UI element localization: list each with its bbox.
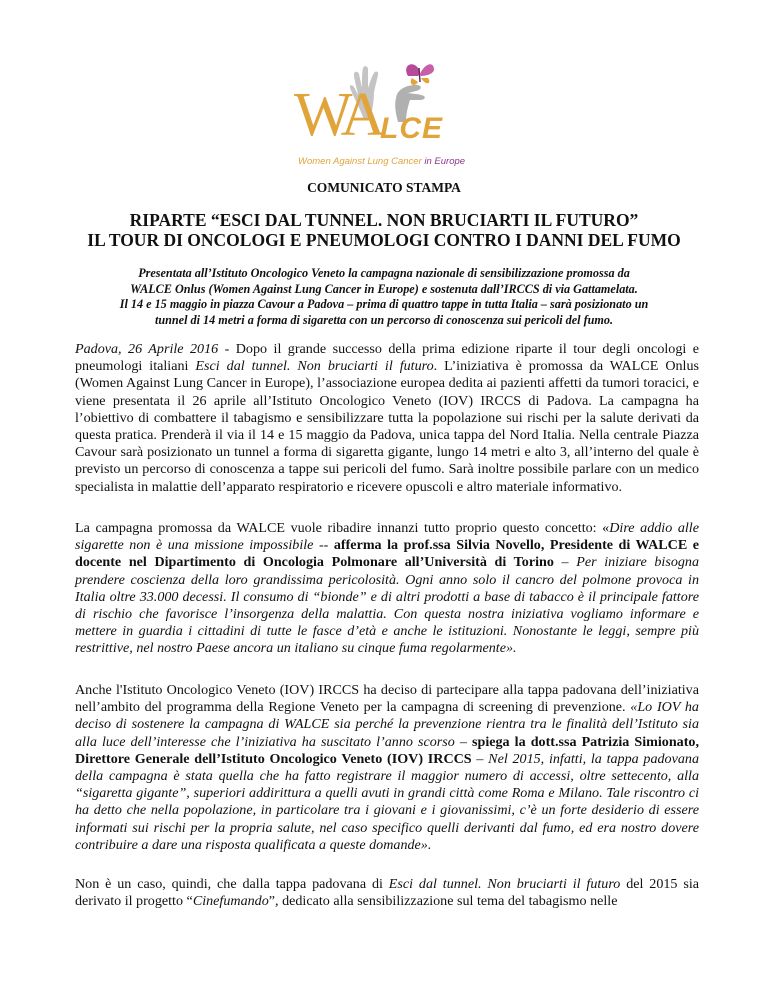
logo-lce: LCE <box>380 112 443 145</box>
press-release-label: COMUNICATO STAMPA <box>307 180 461 195</box>
logo-wa: WA <box>294 81 381 149</box>
walce-logo <box>294 58 484 176</box>
speaker-simionato: spiega la dott.ssa Patrizia Simionato, Direttore Generale dell’Istituto Oncologico Veneto (IOV) IRCCS <box>75 733 699 767</box>
paragraph-1: Padova, 26 Aprile 2016 - Dopo il grande successo della prima edizione riparte il tour degli oncologi e pneumologi italiani Esci dal tunnel. Non bruciarti il futuro. L’iniziativa è promossa da WALCE Onlus (Women Against Lung Cancer in Europe), l’associazione europea dedita ai pazienti affetti da tumori toracici, e viene presentata il 26 aprile all’Istituto Oncologico Veneto (IOV) IRCCS di Padova. La campagna ha l’obiettivo di combattere il tabagismo e sensibilizzare tutta la popolazione sui rischi per la salute derivati da questa pratica. Prenderà il via il 14 e 15 maggio da Padova, unica tappa del Nord Italia. Nella centrale Piazza Cavour sarà posizionato un tunnel a forma di sigaretta gigante, lungo 14 metri e alto 3, all’interno del quale è previsto un percorso di conoscenza a tappe sui pericoli del fumo. Sarà inoltre possibile parlare con un medico specialista in malattie dell’apparato respiratorio e ricevere opuscoli e altro materiale informativo. <box>75 341 699 495</box>
paragraph-3: Anche l'Istituto Oncologico Veneto (IOV) IRCCS ha deciso di partecipare alla tappa padovana dell’iniziativa nell’ambito del programma della Regione Veneto per la campagna di screening di prevenzione. «Lo IOV ha deciso di sostenere la campagna di WALCE sia perché la prevenzione rientra tra le finalità dell’Istituto sia alla luce dell’interesse che l’iniziativa ha suscitato l’anno scorso – spiega la dott.ssa Patrizia Simionato, Direttore Generale dell’Istituto Oncologico Veneto (IOV) IRCCS – Nel 2015, infatti, la tappa padovana della campagna è stata quella che ha fatto registrare il maggior numero di accessi, oltre settecento, alla “sigaretta gigante”, superiori addirittura a quelli avuti in grandi città come Roma e Milano. Tale riscontro ci ha detto che nella popolazione, in particolare tra i giovani e i giovanissimi, c’è un forte desiderio di essere informati sui rischi per la propria salute, nel caso specifico quelli derivanti dal fumo, ed era nostro dovere contribuire a dare una risposta qualificata a queste domande». <box>75 682 700 853</box>
paragraph-2: La campagna promossa da WALCE vuole ribadire innanzi tutto proprio questo concetto: «Dire addio alle sigarette non è una missione impossibile -- afferma la prof.ssa Silvia Novello, Presidente di WALCE e docente nel Dipartimento di Oncologia Polmonare all’Università di Torino – Per iniziare bisogna prendere coscienza della loro grandissima pericolosità. Ogni anno solo il cancro del polmone provoca in Italia oltre 33.000 decessi. Il consumo di “bionde” e di altri prodotti a base di tabacco è il principale fattore di rischio che favorisce l’insorgenza della malattia. Con questa nostra iniziativa vogliamo informare e mettere in guardia i cittadini di tutte le fasce d’età e anche le istituzioni. Nonostante le leggi, sempre più restrittive, nel nostro Paese ancora un italiano su cinque fuma regolarmente». <box>75 520 700 657</box>
campaign-name: Esci dal tunnel. Non bruciarti il futuro <box>195 358 434 375</box>
logo-tagline: Women Against Lung Cancer in Europe <box>298 156 466 167</box>
subheadline: Presentata all’Istituto Oncologico Veneto la campagna nazionale di sensibilizzazione promossa da WALCE Onlus (Women Against Lung Cancer in Europe) e sostenuta dall’IRCCS di via Gattamelata. Il 14 e 15 maggio in piazza Cavour a Padova – prima di quattro tappe in tutta Italia – sarà posizionato un tunnel di 14 metri a forma di sigaretta con un percorso di conoscenza sui pericoli del fumo. <box>119 266 649 327</box>
headline: RIPARTE “ESCI DAL TUNNEL. NON BRUCIARTI IL FUTURO” IL TOUR DI ONCOLOGI E PNEUMOLOGI CONTRO I DANNI DEL FUMO <box>87 210 681 250</box>
dateline: Padova, 26 Aprile 2016 <box>75 341 219 357</box>
project-name: Cinefumando <box>192 893 269 910</box>
speaker-novello: afferma la prof.ssa Silvia Novello, Presidente di WALCE e docente nel Dipartimento di Oncologia Polmonare all’Università di Torino <box>75 537 699 571</box>
paragraph-4: Non è un caso, quindi, che dalla tappa padovana di Esci dal tunnel. Non bruciarti il futuro del 2015 sia derivato il progetto “Cinefumando”, dedicato alla sensibilizzazione sul tema del tabagismo nelle <box>75 876 699 910</box>
butterfly-icon <box>406 64 434 85</box>
